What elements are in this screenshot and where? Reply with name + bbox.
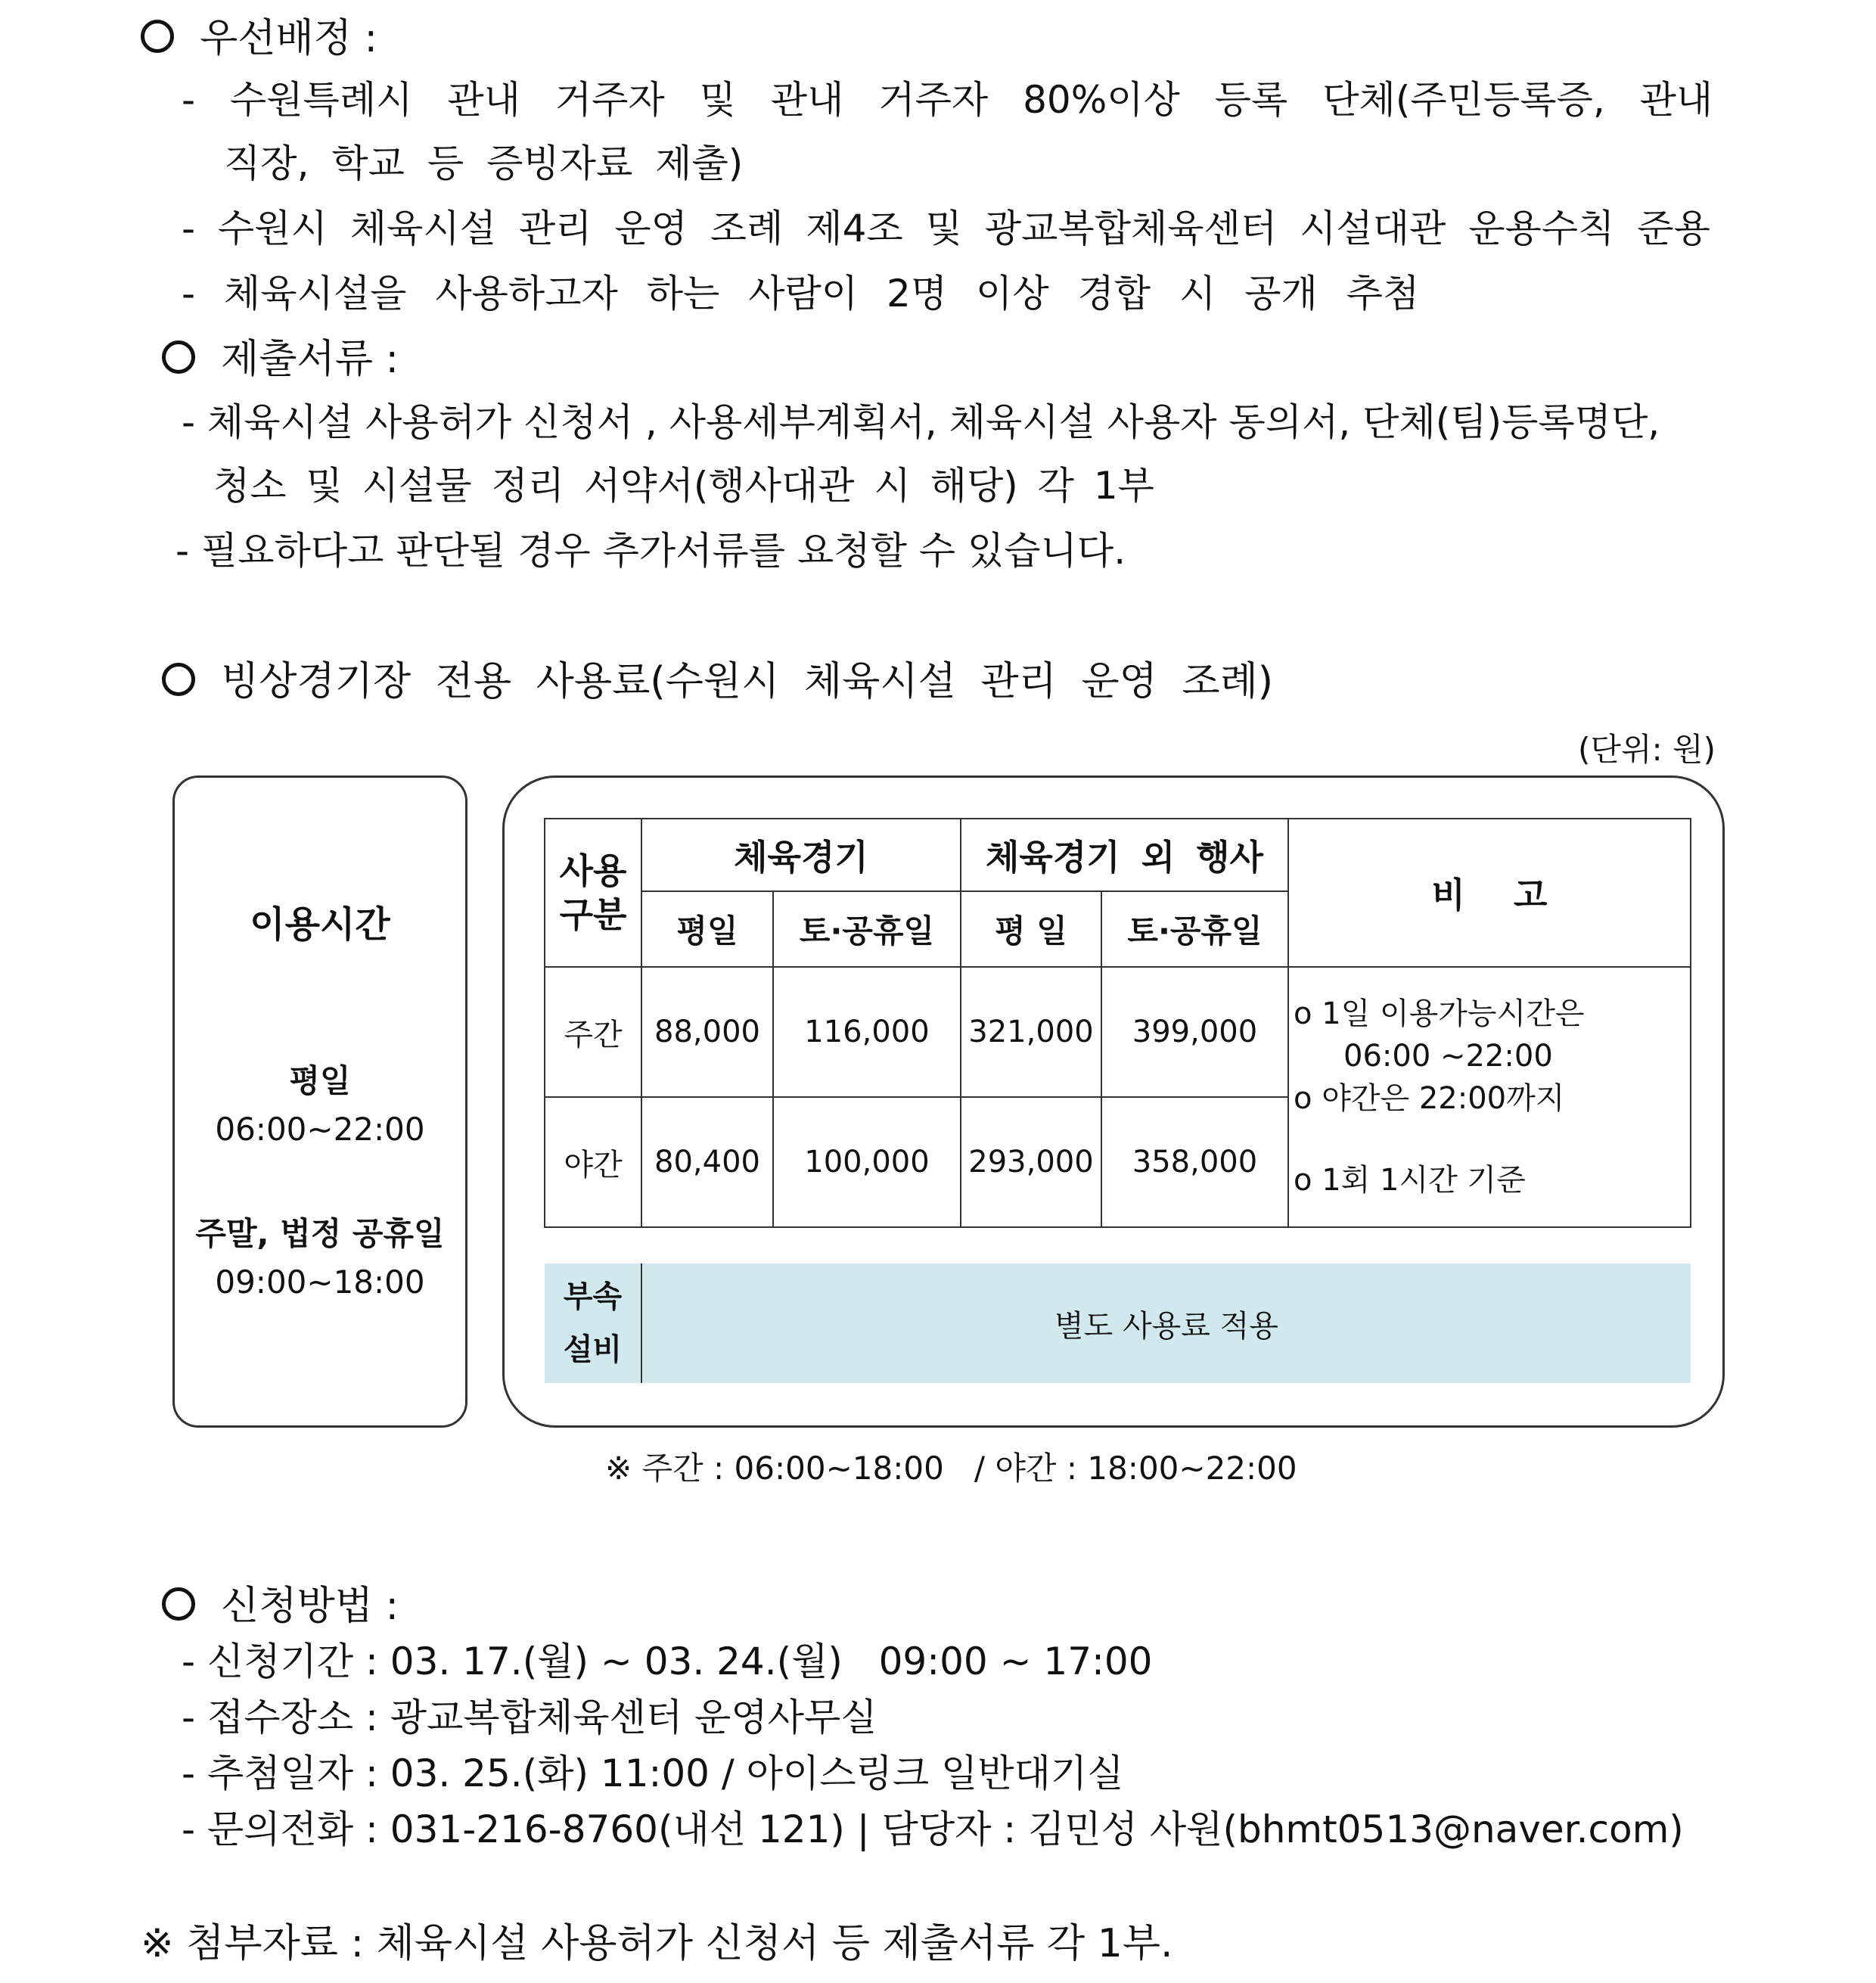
apply-contact: - 문의전화 : 031-216-8760(내선 121) | 담당자 : 김민성 사원(bhmt0513@naver.com) <box>182 1807 1684 1851</box>
priority-bullet-3: - 체육시설을 사용하고자 하는 사람이 2명 이상 경합 시 공개 추첨 <box>182 272 1420 315</box>
circle-bullet-icon <box>162 340 195 374</box>
day-night-footnote: ※ 주간 : 06:00~18:00 / 야간 : 18:00~22:00 <box>605 1450 1297 1487</box>
usage-type-header: 사용 구분 <box>545 819 641 967</box>
fee-heading: 빙상경기장 전용 사용료(수원시 체육시설 관리 운영 조례) <box>162 649 1273 706</box>
priority-bullet-2: - 수원시 체육시설 관리 운영 조례 제4조 및 광교복합체육센터 시설대관 운용수칙 준용 <box>182 207 1710 250</box>
weekend-label: 주말, 법정 공휴일 <box>195 1215 445 1252</box>
event-holiday-header: 토·공휴일 <box>1101 891 1288 967</box>
event-weekday-header: 평 일 <box>961 891 1101 967</box>
priority-heading: 우선배정 : <box>141 6 377 63</box>
fee-table-box <box>502 775 1725 1428</box>
priority-bullet-1-line-1: - 수원특례시 관내 거주자 및 관내 거주자 80%이상 등록 단체(주민등록증, 관내 <box>182 78 1713 122</box>
weekend-time: 09:00~18:00 <box>215 1263 425 1301</box>
fee-table <box>544 818 1691 1383</box>
fee-cell: 80,400 <box>641 1097 773 1227</box>
equipment-value: 별도 사용료 적용 <box>641 1263 1691 1383</box>
fee-cell: 358,000 <box>1101 1097 1288 1227</box>
fee-cell: 293,000 <box>961 1097 1101 1227</box>
sports-holiday-header: 토·공휴일 <box>773 891 961 967</box>
row-label-night: 야간 <box>545 1097 641 1227</box>
apply-draw-date: - 추첨일자 : 03. 25.(화) 11:00 / 아이스링크 일반대기실 <box>182 1751 1124 1795</box>
attachment-note: ※ 첨부자료 : 체육시설 사용허가 신청서 등 제출서류 각 1부. <box>141 1921 1173 1966</box>
equipment-label: 부속 설비 <box>545 1263 641 1383</box>
fee-cell: 321,000 <box>961 967 1101 1097</box>
sports-weekday-header: 평일 <box>641 891 773 967</box>
circle-bullet-icon <box>162 663 195 696</box>
usage-time-box <box>172 775 467 1428</box>
remarks-header: 비 고 <box>1288 819 1691 967</box>
circle-bullet-icon <box>162 1587 195 1621</box>
weekday-time: 06:00~22:00 <box>215 1111 425 1148</box>
apply-location: - 접수장소 : 광교복합체육센터 운영사무실 <box>182 1695 877 1739</box>
documents-bullet-1-line-2: 청소 및 시설물 정리 서약서(행사대관 시 해당) 각 1부 <box>213 464 1154 508</box>
table-row <box>545 967 1691 1097</box>
priority-bullet-1-line-2: 직장, 학교 등 증빙자료 제출) <box>224 141 744 185</box>
apply-period: - 신청기간 : 03. 17.(월) ~ 03. 24.(월) 09:00 ~ 17:00 <box>182 1640 1153 1683</box>
fee-cell: 88,000 <box>641 967 773 1097</box>
row-label-day: 주간 <box>545 967 641 1097</box>
weekday-label: 평일 <box>289 1062 351 1099</box>
fee-cell: 399,000 <box>1101 967 1288 1097</box>
sports-group-header: 체육경기 <box>641 819 961 891</box>
apply-heading: 신청방법 : <box>162 1574 399 1630</box>
usage-time-title: 이용시간 <box>250 903 390 946</box>
remarks-cell: o 1일 이용가능시간은 06:00 ~22:00 o 야간은 22:00까지 o 1회 1시간 기준 <box>1288 967 1691 1227</box>
equipment-row <box>545 1263 1691 1383</box>
fee-cell: 100,000 <box>773 1097 961 1227</box>
documents-bullet-1-line-1: - 체육시설 사용허가 신청서 , 사용세부계획서, 체육시설 사용자 동의서, 단체(팀)등록명단, <box>182 400 1660 444</box>
event-group-header: 체육경기 외 행사 <box>961 819 1288 891</box>
unit-label: (단위: 원) <box>1578 731 1716 768</box>
documents-heading: 제출서류 : <box>162 327 399 384</box>
documents-bullet-2: - 필요하다고 판단될 경우 추가서류를 요청할 수 있습니다. <box>175 529 1126 573</box>
fee-cell: 116,000 <box>773 967 961 1097</box>
circle-bullet-icon <box>141 20 174 53</box>
